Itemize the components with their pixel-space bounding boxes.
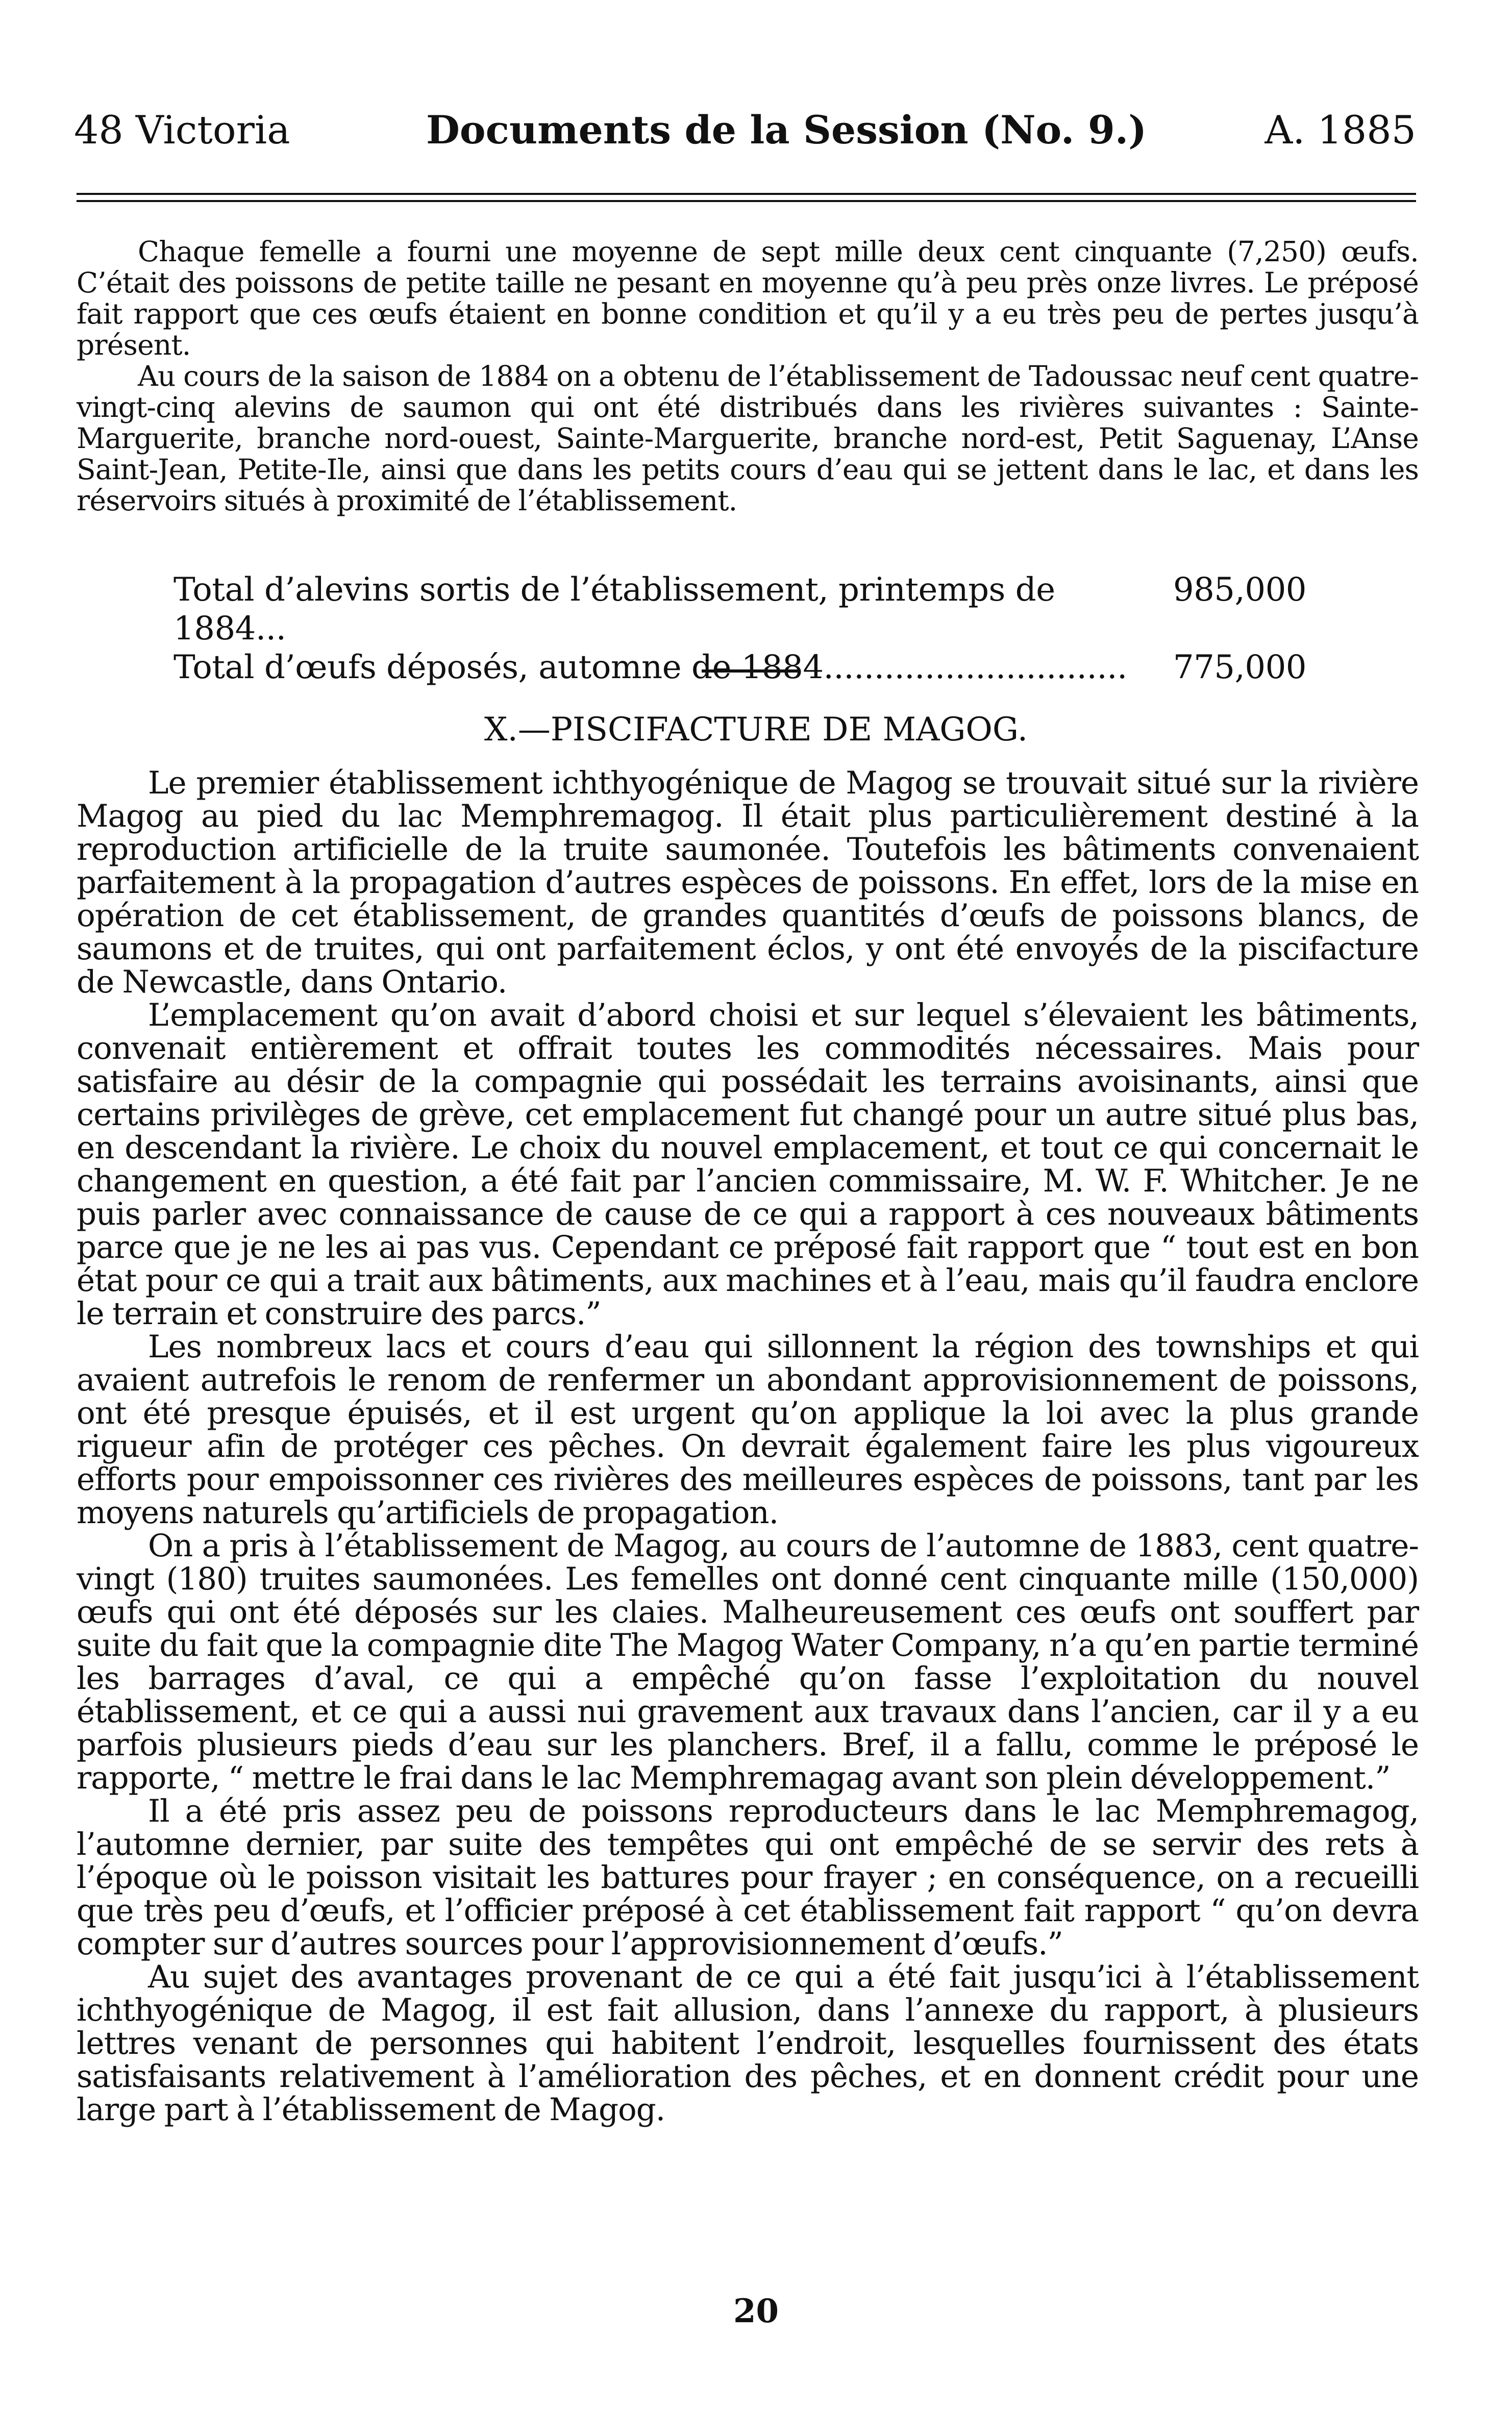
paragraph: Chaque femelle a fourni une moyenne de sept mille deux cent cinquante (7,250) œufs. C’était des poissons de petite taille ne pesant en moyenne qu’à peu près onze livres. Le préposé fait rapport que ces œufs étaient en bonne condition et qu’il y a eu très peu de pertes jusqu’à présent. <box>77 235 1419 361</box>
section-separator <box>702 669 799 673</box>
paragraph: Il a été pris assez peu de poissons reproducteurs dans le lac Memphremagog, l’automne dernier, par suite des tempêtes qui ont empêché de se servir des rets à l’époque où le poisson visitait les battures pour frayer ; en conséquence, on a recueilli que très peu d’œufs, et l’officier préposé à cet établissement fait rapport “ qu’on devra compter sur d’autres sources pour l’approvisionnement d’œufs.” <box>77 1793 1419 1962</box>
top-text-block <box>77 236 1419 516</box>
paragraph: On a pris à l’établissement de Magog, au cours de l’automne de 1883, cent quatre-vingt (180) truites saumonées. Les femelles ont donné cent cinquante mille (150,000) œufs qui ont été déposés sur les claies. Malheureusement ces œufs ont souffert par suite du fait que la compagnie dite The Magog Water Company, n’a qu’en partie terminé les barrages d’aval, ce qui a empêché qu’on fasse l’exploitation du nouvel établissement, et ce qui a aussi nui gravement aux travaux dans l’ancien, car il y a eu parfois plusieurs pieds d’eau sur les planchers. Bref, il a fallu, comme le préposé le rapporte, “ mettre le frai dans le lac Memphremagag avant son plein développement.” <box>77 1528 1419 1796</box>
paragraph: Le premier établissement ichthyogénique de Magog se trouvait situé sur la rivière Magog au pied du lac Memphremagog. Il était plus particulièrement destiné à la reproduction artificielle de la truite saumonée. Toutefois les bâtiments convenaient parfaitement à la propagation d’autres espèces de poissons. En effet, lors de la mise en opération de cet établissement, de grandes quantités d’œufs de poissons blancs, de saumons et de truites, qui ont parfaitement éclos, y ont été envoyés de la piscifacture de Newcastle, dans Ontario. <box>77 765 1419 1000</box>
header-rule-top <box>77 193 1416 195</box>
total-row <box>173 648 1306 687</box>
total-row <box>173 570 1306 648</box>
header-year: A. 1885 <box>1265 107 1416 153</box>
page-number: 20 <box>733 2292 779 2330</box>
total-label: Total d’alevins sortis de l’établissement, printemps de 1884... <box>173 571 1055 648</box>
total-label: Total d’œufs déposés, automne de 1884.............................. <box>173 649 1127 686</box>
paragraph: Au sujet des avantages provenant de ce qui a été fait jusqu’ici à l’établissement ichthyogénique de Magog, il est fait allusion, dans l’annexe du rapport, à plusieurs lettres venant de personnes qui habitent l’endroit, lesquelles fournissent des états satisfaisants relativement à l’amélioration des pêches, et en donnent crédit pour une large part à l’établissement de Magog. <box>77 1959 1419 2128</box>
header-rule-bottom <box>77 200 1416 202</box>
paragraph: L’emplacement qu’on avait d’abord choisi et sur lequel s’élevaient les bâtiments, convenait entièrement et offrait toutes les commodités nécessaires. Mais pour satisfaire au désir de la compagnie qui possédait les terrains avoisinants, ainsi que certains privilèges de grève, cet emplacement fut changé pour un autre situé plus bas, en descendant la rivière. Le choix du nouvel emplacement, et tout ce qui concernait le changement en question, a été fait par l’ancien commissaire, M. W. F. Whitcher. Je ne puis parler avec connaissance de cause de ce qui a rapport à ces nouveaux bâtiments parce que je ne les ai pas vus. Cependant ce préposé fait rapport que “ tout est en bon état pour ce qui a trait aux bâtiments, aux machines et à l’eau, mais qu’il faudra enclore le terrain et construire des parcs.” <box>77 997 1419 1332</box>
running-header <box>74 107 1416 163</box>
paragraph: Au cours de la saison de 1884 on a obtenu de l’établissement de Tadoussac neuf cent quatre-vingt-cinq alevins de saumon qui ont été distribués dans les rivières suivantes : Sainte-Marguerite, branche nord-ouest, Sainte-Marguerite, branche nord-est, Petit Saguenay, L’Anse Saint-Jean, Petite-Ile, ainsi que dans les petits cours d’eau qui se jettent dans le lac, et dans les réservoirs situés à proximité de l’établissement. <box>77 360 1419 517</box>
main-text-block <box>77 766 1419 2126</box>
header-title: Documents de la Session (No. 9.) <box>426 107 1147 153</box>
section-heading: X.—PISCIFACTURE DE MAGOG. <box>484 711 1028 749</box>
header-volume: 48 Victoria <box>74 107 290 153</box>
total-value: 985,000 <box>1173 571 1306 609</box>
paragraph: Les nombreux lacs et cours d’eau qui sillonnent la région des townships et qui avaient autrefois le renom de renfermer un abondant approvisionnement de poissons, ont été presque épuisés, et il est urgent qu’on applique la loi avec la plus grande rigueur afin de protéger ces pêches. On devrait également faire les plus vigoureux efforts pour empoissonner ces rivières des meilleures espèces de poissons, tant par les moyens naturels qu’artificiels de propagation. <box>77 1329 1419 1531</box>
total-value: 775,000 <box>1173 649 1306 686</box>
